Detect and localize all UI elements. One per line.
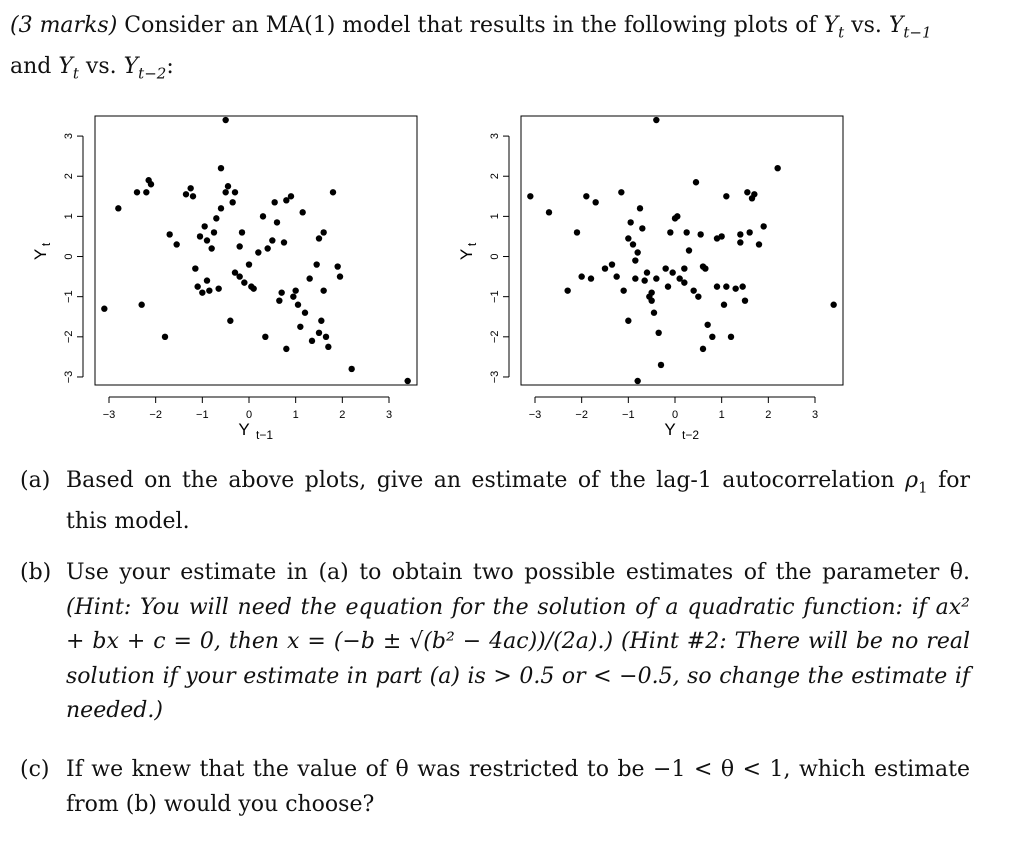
data-point	[564, 287, 570, 293]
data-point	[292, 287, 298, 293]
data-point	[683, 229, 689, 235]
data-point	[250, 285, 256, 291]
data-point	[627, 219, 633, 225]
data-point	[222, 189, 228, 195]
data-point	[634, 249, 640, 255]
question-b-text: Use your estimate in (a) to obtain two possible estimates of the parameter θ.	[66, 560, 970, 585]
data-point	[320, 287, 326, 293]
y-tick-label: −3	[62, 370, 75, 384]
data-point	[208, 245, 214, 251]
data-point	[662, 265, 668, 271]
data-point	[578, 273, 584, 279]
y-axis-label: Y	[457, 248, 476, 261]
data-point	[283, 197, 289, 203]
question-a-rho: ρ	[905, 468, 919, 493]
data-point	[236, 243, 242, 249]
y-tick-label: 3	[62, 133, 75, 140]
data-point	[101, 306, 107, 312]
data-point	[255, 249, 261, 255]
data-point	[588, 275, 594, 281]
data-point	[194, 283, 200, 289]
data-point	[295, 302, 301, 308]
data-point	[283, 346, 289, 352]
intro-y1: Y	[823, 13, 839, 38]
data-point	[218, 205, 224, 211]
data-point	[756, 241, 762, 247]
data-point	[686, 247, 692, 253]
question-b-hint1: (Hint: You will need the equation for the solution of a quadratic function: if	[66, 594, 936, 620]
question-c	[20, 753, 970, 822]
data-point	[830, 302, 836, 308]
data-point	[134, 189, 140, 195]
data-point	[197, 233, 203, 239]
data-point	[742, 297, 748, 303]
data-point	[639, 225, 645, 231]
data-point	[187, 185, 193, 191]
data-point	[681, 279, 687, 285]
intro-sub-tm1: t−1	[903, 23, 932, 42]
intro-sub-t2: t	[72, 64, 79, 83]
data-point	[702, 265, 708, 271]
data-point	[269, 237, 275, 243]
data-point	[325, 344, 331, 350]
data-point	[222, 117, 228, 123]
data-point	[348, 366, 354, 372]
data-point	[260, 213, 266, 219]
data-point	[225, 183, 231, 189]
data-point	[746, 229, 752, 235]
data-point	[546, 209, 552, 215]
intro-sub-t1: t	[838, 23, 845, 42]
x-tick-label: 0	[671, 409, 679, 421]
data-point	[316, 330, 322, 336]
data-point	[651, 310, 657, 316]
y-tick-label: 0	[62, 253, 75, 260]
data-point	[215, 285, 221, 291]
y-tick-label: −2	[488, 330, 501, 344]
data-point	[737, 231, 743, 237]
data-point	[199, 289, 205, 295]
question-c-label: (c)	[20, 757, 50, 782]
y-tick-label: −2	[62, 330, 75, 344]
data-point	[690, 287, 696, 293]
intro-y4: Y	[123, 53, 139, 79]
data-point	[313, 261, 319, 267]
x-tick-label: 0	[245, 409, 253, 421]
data-point	[276, 297, 282, 303]
plot-frame	[521, 116, 843, 385]
data-point	[316, 235, 322, 241]
data-point	[714, 235, 720, 241]
data-point	[201, 223, 207, 229]
data-point	[774, 165, 780, 171]
y-axis-label: Y	[31, 248, 50, 261]
data-point	[641, 277, 647, 283]
x-tick-label: 1	[718, 409, 725, 421]
y-tick-label: 0	[488, 253, 501, 260]
data-point	[723, 193, 729, 199]
marks-label: (3 marks)	[10, 13, 118, 38]
question-a-text-end: for this model.	[66, 468, 970, 534]
data-point	[732, 285, 738, 291]
data-point	[229, 199, 235, 205]
data-point	[632, 257, 638, 263]
data-point	[632, 275, 638, 281]
x-tick-label: −1	[196, 409, 209, 421]
intro-text: Consider an MA(1) model that results in the following plots of	[117, 13, 824, 38]
data-point	[527, 193, 533, 199]
plot-lag2	[456, 100, 876, 454]
x-axis-label-sub: t−1	[256, 428, 274, 442]
data-point	[309, 338, 315, 344]
data-point	[227, 318, 233, 324]
x-tick-label: 1	[292, 409, 299, 421]
data-point	[655, 330, 661, 336]
data-point	[302, 310, 308, 316]
intro-colon: :	[166, 53, 174, 79]
data-point	[618, 189, 624, 195]
intro-vs1: vs.	[844, 13, 889, 38]
data-point	[204, 237, 210, 243]
data-point	[337, 273, 343, 279]
data-point	[290, 293, 296, 299]
y-tick-label: 3	[488, 133, 501, 140]
y-axis-label-sub: t	[465, 242, 479, 247]
data-point	[709, 334, 715, 340]
data-point	[620, 287, 626, 293]
data-point	[737, 239, 743, 245]
intro-line2: and	[10, 53, 59, 79]
intro-y3: Y	[58, 53, 73, 79]
x-axis-label: Y	[664, 420, 676, 439]
data-point	[700, 346, 706, 352]
y-tick-label: 2	[488, 173, 501, 180]
intro-paragraph	[10, 9, 1010, 91]
x-tick-label: −3	[528, 409, 542, 421]
data-point	[320, 229, 326, 235]
plot-lag1	[30, 100, 450, 454]
x-tick-label: −2	[149, 409, 162, 421]
x-tick-label: 2	[339, 409, 346, 421]
data-point	[162, 334, 168, 340]
data-point	[211, 229, 217, 235]
data-point	[674, 213, 680, 219]
intro-y2: Y	[888, 13, 904, 38]
x-tick-label: 3	[385, 409, 393, 421]
data-point	[145, 177, 151, 183]
data-point	[760, 223, 766, 229]
data-point	[218, 165, 224, 171]
data-point	[644, 269, 650, 275]
y-tick-label: 1	[488, 213, 501, 220]
x-tick-label: −3	[102, 409, 116, 421]
data-point	[583, 193, 589, 199]
data-point	[192, 265, 198, 271]
data-point	[183, 191, 189, 197]
data-point	[173, 241, 179, 247]
scatter-plot-lag2	[456, 100, 876, 450]
data-point	[264, 245, 270, 251]
data-point	[323, 334, 329, 340]
question-a-text: Based on the above plots, give an estimate of the lag-1 autocorrelation	[66, 468, 906, 493]
data-point	[658, 362, 664, 368]
x-tick-label: −2	[575, 409, 588, 421]
x-axis-label-sub: t−2	[682, 428, 700, 442]
data-point	[653, 117, 659, 123]
data-point	[299, 209, 305, 215]
y-tick-label: −3	[488, 370, 501, 384]
data-point	[213, 215, 219, 221]
x-tick-label: −1	[622, 409, 635, 421]
data-point	[236, 273, 242, 279]
data-point	[592, 199, 598, 205]
y-tick-label: −1	[62, 290, 75, 303]
data-point	[613, 273, 619, 279]
data-point	[693, 179, 699, 185]
data-point	[574, 229, 580, 235]
data-point	[246, 261, 252, 267]
data-point	[648, 289, 654, 295]
data-point	[723, 283, 729, 289]
y-tick-label: 1	[62, 213, 75, 220]
question-b-equation: ax² + bx + c = 0, then x = (−b ± √(b² − 4ac))/(2a).)	[66, 594, 970, 654]
question-a-rho-sub: 1	[918, 478, 928, 497]
data-point	[404, 378, 410, 384]
data-point	[306, 275, 312, 281]
data-point	[318, 318, 324, 324]
data-point	[667, 229, 673, 235]
data-point	[714, 283, 720, 289]
x-tick-label: 3	[811, 409, 819, 421]
data-point	[634, 378, 640, 384]
y-tick-label: 2	[62, 173, 75, 180]
intro-sub-tm2: t−2	[138, 64, 167, 83]
data-point	[262, 334, 268, 340]
data-point	[739, 283, 745, 289]
data-point	[330, 189, 336, 195]
data-point	[204, 277, 210, 283]
data-point	[239, 229, 245, 235]
data-point	[697, 231, 703, 237]
data-point	[274, 219, 280, 225]
data-point	[625, 235, 631, 241]
data-point	[728, 334, 734, 340]
data-point	[241, 279, 247, 285]
question-a	[20, 464, 970, 539]
data-point	[281, 239, 287, 245]
data-point	[637, 205, 643, 211]
scatter-plot-lag1	[30, 100, 450, 450]
x-axis-label: Y	[238, 420, 250, 439]
data-point	[334, 263, 340, 269]
data-point	[602, 265, 608, 271]
data-point	[721, 302, 727, 308]
question-a-label: (a)	[20, 468, 51, 493]
data-point	[609, 261, 615, 267]
data-point	[138, 302, 144, 308]
data-point	[190, 193, 196, 199]
question-c-text: If we knew that the value of θ was restricted to be −1 < θ < 1, which estimate from (b) would you choose?	[66, 757, 970, 817]
data-point	[681, 265, 687, 271]
data-point	[704, 322, 710, 328]
data-point	[166, 231, 172, 237]
data-point	[695, 293, 701, 299]
y-tick-label: −1	[488, 290, 501, 303]
question-b	[20, 556, 970, 729]
data-point	[115, 205, 121, 211]
data-point	[751, 191, 757, 197]
data-point	[625, 318, 631, 324]
question-b-hint2: (Hint #2: There will be no real solution if your estimate in part (a) is > 0.5 or < −0.5, so change the estimate if needed.)	[66, 629, 970, 723]
data-point	[648, 297, 654, 303]
data-point	[630, 241, 636, 247]
data-point	[653, 275, 659, 281]
data-point	[143, 189, 149, 195]
question-b-label: (b)	[20, 560, 52, 585]
data-point	[206, 287, 212, 293]
data-point	[278, 289, 284, 295]
data-point	[297, 324, 303, 330]
data-point	[669, 269, 675, 275]
intro-vs2: vs.	[78, 53, 124, 79]
x-tick-label: 2	[765, 409, 772, 421]
y-axis-label-sub: t	[39, 242, 53, 247]
data-point	[232, 189, 238, 195]
data-point	[665, 283, 671, 289]
data-point	[271, 199, 277, 205]
data-point	[744, 189, 750, 195]
